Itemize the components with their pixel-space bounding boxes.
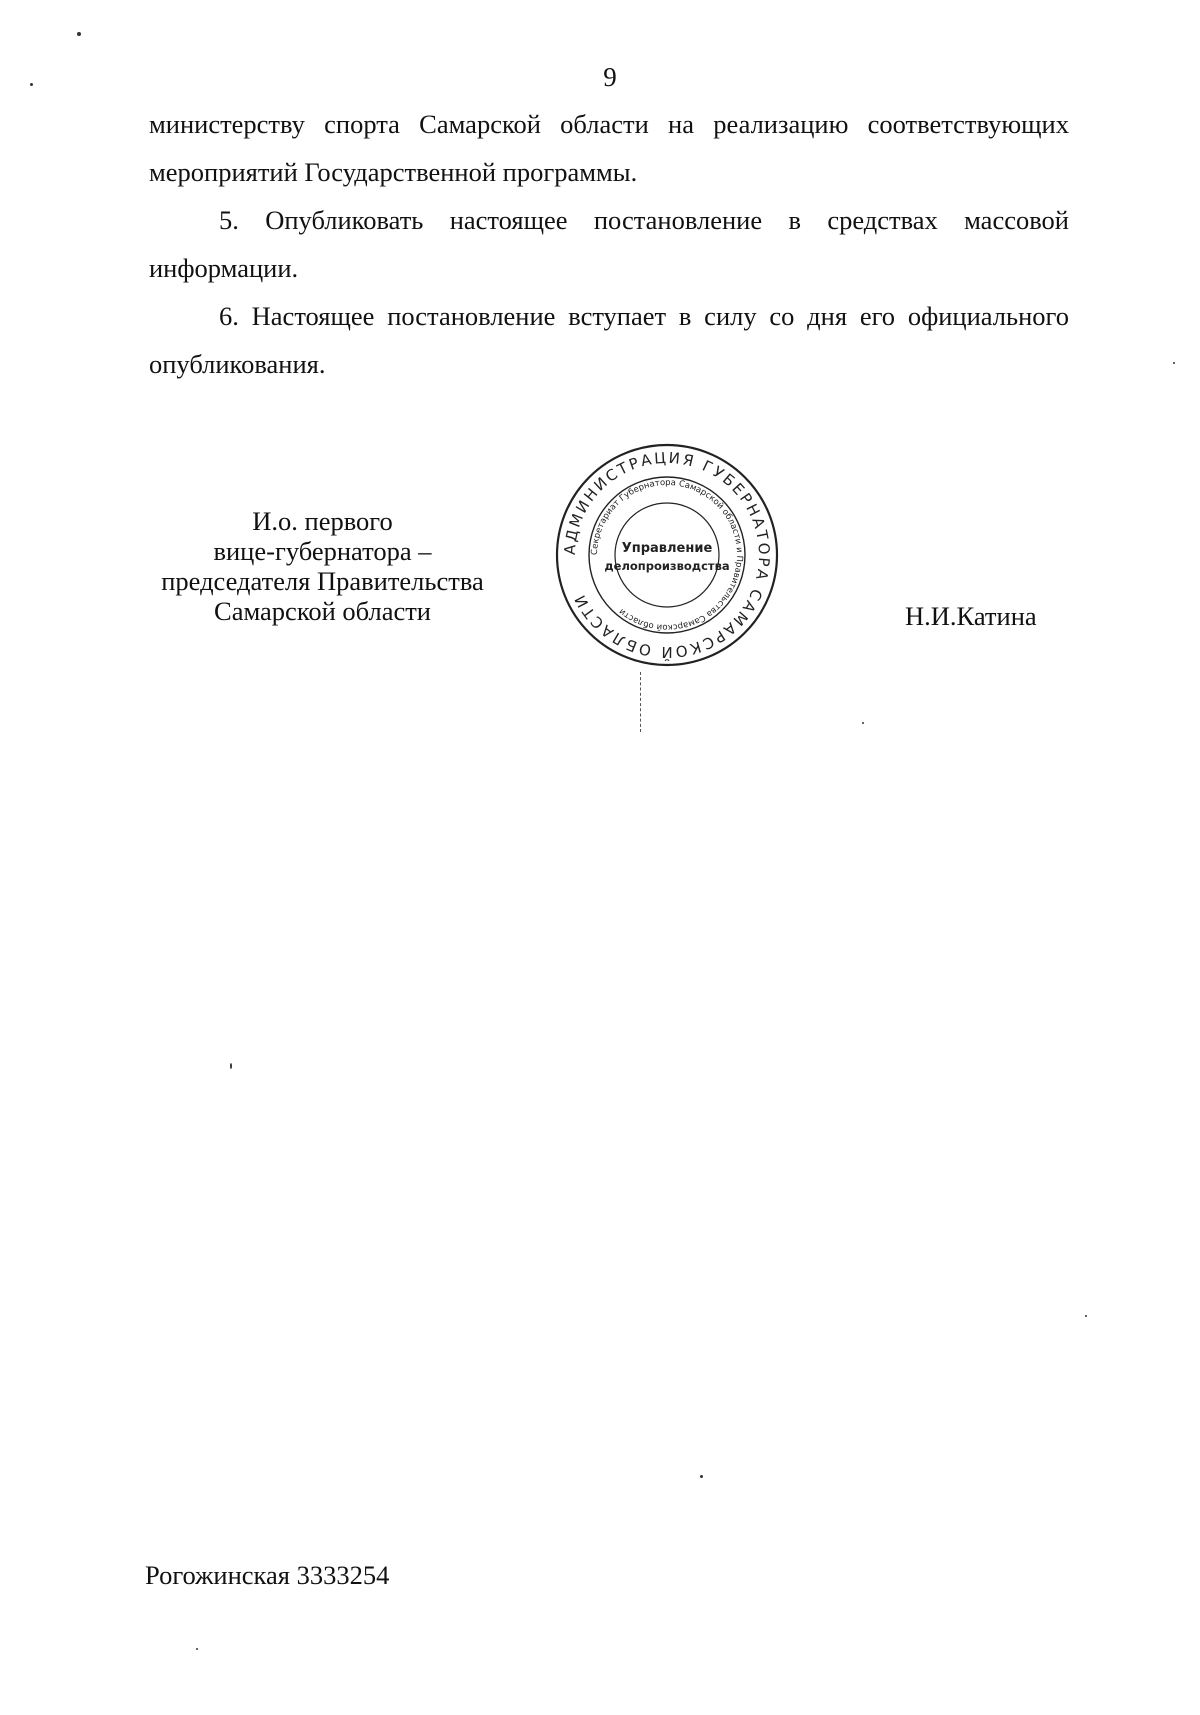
signatory-position-line: вице-губернатора –	[213, 536, 432, 566]
executor-contact: Рогожинская 3333254	[145, 1560, 390, 1590]
scan-speck	[230, 1063, 232, 1069]
seal-center-line-2: делопроизводства	[604, 559, 730, 573]
signatory-position	[140, 506, 505, 626]
scan-speck	[700, 1475, 703, 1478]
signatory-name: Н.И.Катина	[905, 601, 1037, 631]
paragraph-item-6: 6. Настоящее постановление вступает в силу со дня его официального опубликования.	[149, 301, 1069, 379]
official-seal-stamp	[552, 440, 782, 670]
scan-speck	[196, 1648, 198, 1650]
seal-outer-text: АДМИНИСТРАЦИЯ ГУБЕРНАТОРА САМАРСКОЙ ОБЛАСТИ	[560, 448, 774, 662]
scan-speck	[1085, 1315, 1087, 1317]
seal-inner-text: Секретариат Губернатора Самарской области и Правительства Самарской области	[589, 477, 745, 633]
page-number: 9	[603, 62, 617, 92]
body-text	[149, 100, 1069, 388]
signatory-position-line: председателя Правительства	[161, 566, 484, 596]
scan-speck	[30, 83, 33, 86]
seal-graphic	[552, 440, 782, 670]
scan-artifact-line	[640, 672, 642, 732]
scan-speck	[862, 722, 864, 724]
paragraph-item-5: 5. Опубликовать настоящее постановление в средствах массовой информации.	[149, 205, 1069, 283]
scan-speck	[1173, 362, 1175, 364]
seal-center-line-1: Управление	[621, 541, 713, 556]
paragraph-continuation: министерству спорта Самарской области на реализацию соответствующих мероприятий Государственной программы.	[149, 109, 1069, 187]
signatory-position-line: Самарской области	[214, 596, 431, 626]
signatory-position-line: И.о. первого	[252, 506, 393, 536]
scan-speck	[77, 32, 81, 36]
